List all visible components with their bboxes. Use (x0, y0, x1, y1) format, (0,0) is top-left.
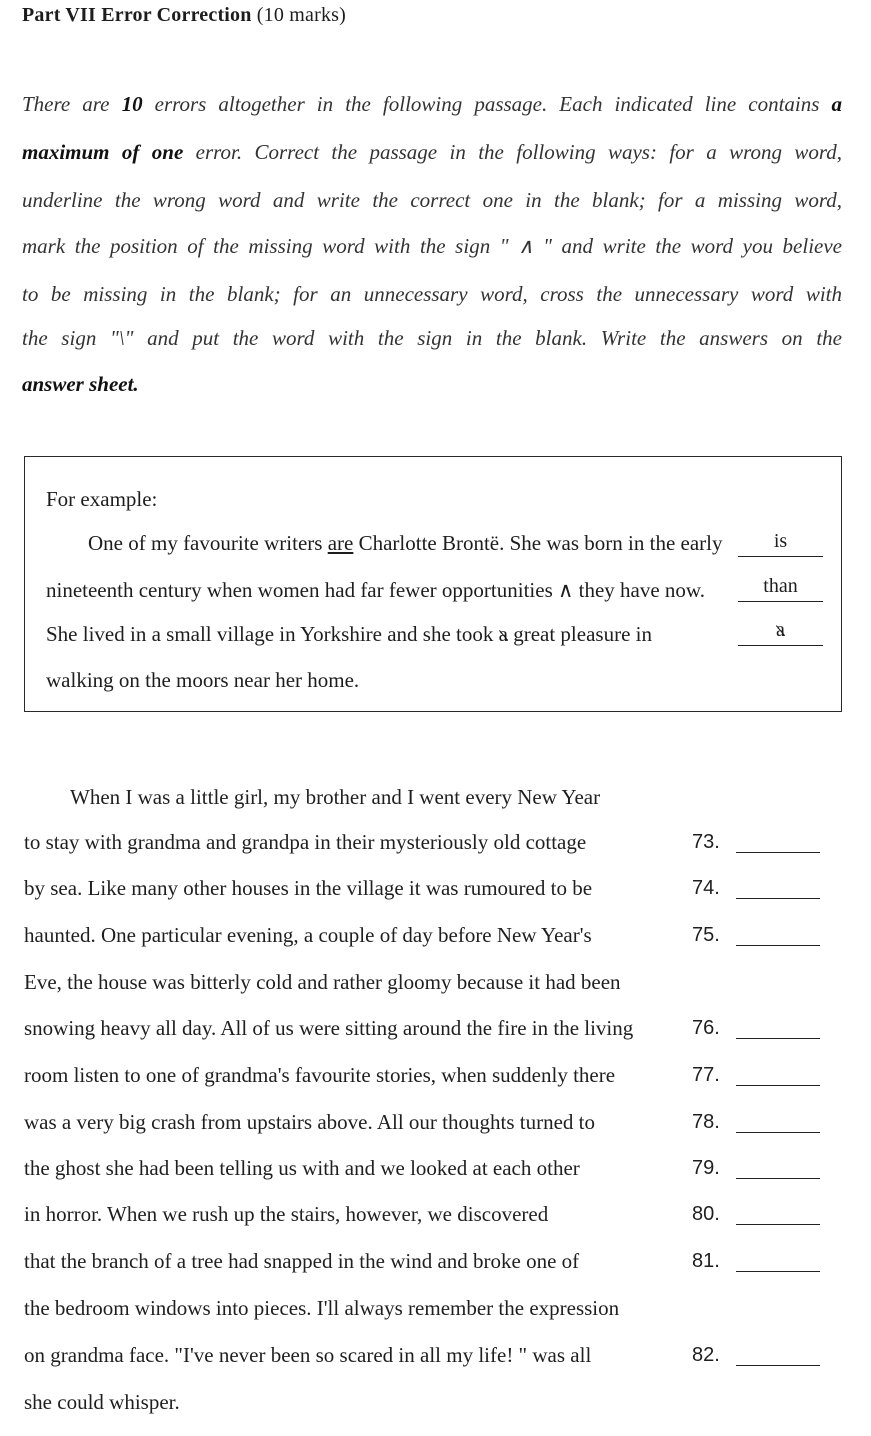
instruction-line (22, 140, 842, 165)
passage-line: the bedroom windows into pieces. I'll always remember the expression (24, 1296, 620, 1320)
question-number: 82. (692, 1344, 720, 1366)
example-text: great pleasure in (507, 622, 652, 646)
passage-line: was a very big crash from upstairs above. All our thoughts turned to (24, 1110, 595, 1134)
passage-line: room listen to one of grandma's favourite stories, when suddenly there (24, 1063, 616, 1087)
instruction-text: the sign "\" and put the word with the sign in the blank. Write the answers on the (22, 326, 842, 350)
passage-line: the ghost she had been telling us with and we looked at each other (24, 1156, 580, 1180)
passage-line: Eve, the house was bitterly cold and rather gloomy because it had been (24, 970, 621, 994)
example-text: One of my favourite writers (88, 531, 328, 555)
example-label: For example: (46, 487, 158, 511)
question-number: 76. (692, 1017, 720, 1039)
example-line (88, 531, 723, 556)
example-answer-blank: than (738, 573, 823, 602)
instruction-text: to be missing in the blank; for an unnecessary word, cross the unnecessary word with (22, 282, 842, 306)
answer-blank[interactable] (736, 945, 820, 946)
answer-blank[interactable] (736, 1365, 820, 1366)
passage-line: that the branch of a tree had snapped in the wind and broke one of (24, 1249, 580, 1273)
instruction-line (22, 234, 842, 259)
question-number: 77. (692, 1064, 720, 1086)
question-number: 79. (692, 1157, 720, 1179)
answer-blank[interactable] (736, 1178, 820, 1179)
answer-blank[interactable] (736, 1224, 820, 1225)
instruction-text: There are (22, 92, 122, 116)
instruction-line (22, 92, 842, 117)
section-marks: (10 marks) (256, 4, 346, 26)
answer-blank[interactable] (736, 1085, 820, 1086)
question-number: 74. (692, 877, 720, 899)
passage-line: to stay with grandma and grandpa in their mysteriously old cottage (24, 830, 587, 854)
instruction-emphasis: maximum of one (22, 140, 184, 164)
instruction-line (22, 282, 842, 307)
instruction-text: error. Correct the passage in the following ways: for a wrong word, (183, 140, 842, 164)
question-number: 75. (692, 924, 720, 946)
question-number: 81. (692, 1250, 720, 1272)
example-answer-blank (738, 617, 823, 646)
instruction-line (22, 372, 842, 397)
instruction-emphasis: a (831, 92, 842, 116)
instruction-line (22, 188, 842, 213)
instruction-text: underline the wrong word and write the correct one in the blank; for a missing word, (22, 188, 842, 212)
instruction-line (22, 326, 842, 351)
answer-blank[interactable] (736, 1271, 820, 1272)
passage-line: by sea. Like many other houses in the village it was rumoured to be (24, 876, 593, 900)
instruction-text: mark the position of the missing word with the sign " ∧ " and write the word you believe (22, 234, 842, 258)
answer-blank[interactable] (736, 1038, 820, 1039)
passage-line: on grandma face. "I've never been so scared in all my life! " was all (24, 1343, 592, 1367)
question-number: 80. (692, 1203, 720, 1225)
crossed-out-answer: a (776, 619, 785, 641)
instruction-emphasis: 10 (121, 92, 143, 116)
section-title: Part VII Error Correction (22, 4, 252, 26)
instruction-text: errors altogether in the following passage. Each indicated line contains (142, 92, 832, 116)
passage-line: she could whisper. (24, 1390, 180, 1414)
crossed-out-word: a (498, 622, 508, 646)
passage-line: in horror. When we rush up the stairs, however, we discovered (24, 1202, 549, 1226)
example-text: Charlotte Brontë. She was born in the early (353, 531, 723, 555)
example-answer-blank: is (738, 528, 823, 557)
example-line: nineteenth century when women had far fewer opportunities ∧ they have now. (46, 578, 705, 602)
answer-blank[interactable] (736, 1132, 820, 1133)
passage-line: snowing heavy all day. All of us were sitting around the fire in the living (24, 1016, 634, 1040)
answer-blank[interactable] (736, 898, 820, 899)
underlined-error-word: are (327, 531, 354, 555)
question-number: 78. (692, 1111, 720, 1133)
passage-line: When I was a little girl, my brother and I went every New Year (70, 785, 601, 809)
instruction-emphasis: answer sheet. (22, 372, 139, 396)
answer-blank[interactable] (736, 852, 820, 853)
passage-line: haunted. One particular evening, a couple of day before New Year's (24, 923, 592, 947)
example-line: walking on the moors near her home. (46, 668, 360, 692)
example-text: She lived in a small village in Yorkshire and she took (46, 622, 499, 646)
example-line (46, 622, 652, 647)
section-heading (22, 4, 346, 27)
question-number: 73. (692, 831, 720, 853)
